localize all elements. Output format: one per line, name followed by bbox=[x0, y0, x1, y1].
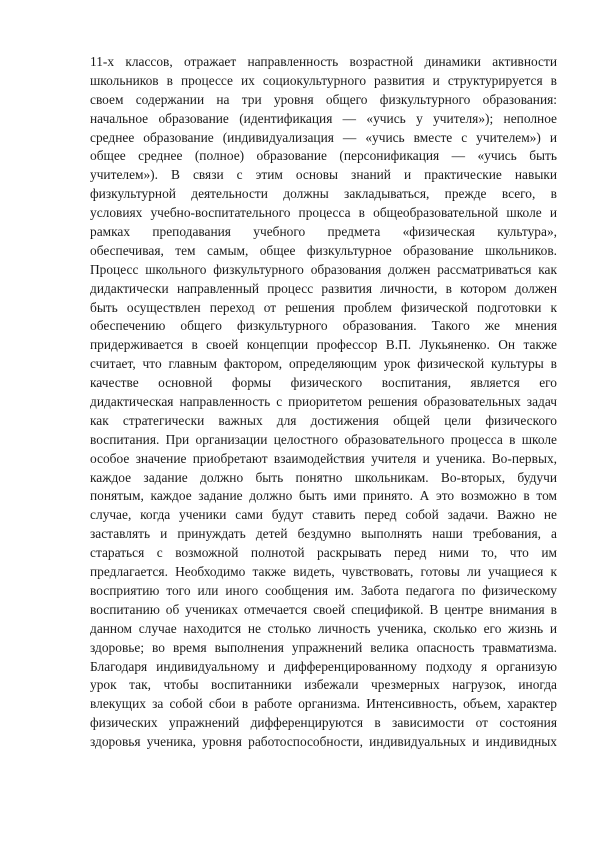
text-line: условиях учебно-воспитательного процесса в общеобразовательной школе и bbox=[90, 205, 557, 221]
text-line: случае, когда ученики сами будут ставить перед собой задачи. Важно не bbox=[90, 507, 557, 523]
text-line: обеспечивая, тем самым, общее физкультурное образование школьников. bbox=[90, 242, 557, 258]
text-line: каждое задание должно быть понятно школьникам. Во-вторых, будучи bbox=[90, 469, 557, 485]
text-line: особое значение приобретают взаимодействия учителя и ученика. Во-первых, bbox=[90, 450, 557, 466]
text-line: 11-х классов, отражает направленность возрастной динамики активности bbox=[90, 54, 557, 69]
text-line: дидактическая направленность с приоритетом решения образовательных задач bbox=[90, 394, 557, 410]
text-line: общее среднее (полное) образование (персонификация — «учись быть bbox=[90, 148, 557, 164]
text-line: здоровья ученика, уровня работоспособности, индивидуальных и индивидных bbox=[90, 734, 557, 750]
text-line: придерживается в своей концепции профессор В.П. Лукьяненко. Он также bbox=[90, 337, 557, 353]
text-line: влекущих за собой сбои в работе организма. Интенсивность, объем, характер bbox=[90, 696, 557, 712]
text-line: своем содержании на три уровня общего физкультурного образования: bbox=[90, 91, 557, 107]
text-line: как стратегически важных для достижения общей цели физического bbox=[90, 412, 557, 428]
text-line: школьников в процессе их социокультурного развития и структурируется в bbox=[90, 72, 557, 88]
text-line: дидактически направленный процесс развития личности, в котором должен bbox=[90, 280, 557, 296]
text-line: рамках преподавания учебного предмета «физическая культура», bbox=[90, 224, 557, 240]
text-line: Процесс школьного физкультурного образования должен рассматриваться как bbox=[90, 261, 557, 277]
text-line: быть осуществлен переход от решения проблем физической подготовки к bbox=[90, 299, 557, 315]
text-line: физкультурной деятельности должны закладываться, прежде всего, в bbox=[90, 186, 557, 202]
text-line: Благодаря индивидуальному и дифференцированному подходу я организую bbox=[90, 658, 557, 674]
text-line: обеспечению общего физкультурного образования. Такого же мнения bbox=[90, 318, 557, 334]
body-text bbox=[90, 53, 557, 752]
text-line: восприятию того или иного сообщения им. Забота педагога по физическому bbox=[90, 582, 557, 598]
text-line: качестве основной формы физического воспитания, является его bbox=[90, 375, 557, 391]
text-line: предлагается. Необходимо также видеть, чувствовать, готовы ли учащиеся к bbox=[90, 564, 557, 580]
text-line: начальное образование (идентификация — «учись у учителя»); неполное bbox=[90, 110, 557, 126]
text-line: воспитания. При организации целостного образовательного процесса в школе bbox=[90, 431, 557, 447]
text-line: стараться с возможной полнотой раскрывать перед ними то, что им bbox=[90, 545, 557, 561]
text-line: данном случае находится не столько личность ученика, сколько его жизнь и bbox=[90, 620, 557, 636]
text-line: среднее образование (индивидуализация — «учись вместе с учителем») и bbox=[90, 129, 557, 145]
text-line: понятым, каждое задание должно быть ими принято. А это возможно в том bbox=[90, 488, 557, 504]
text-line: считает, что главным фактором, определяющим урок физической культуры в bbox=[90, 356, 557, 372]
text-line: заставлять и принуждать детей бездумно выполнять наши требования, а bbox=[90, 526, 557, 542]
text-line: урок так, чтобы воспитанники избежали чрезмерных нагрузок, иногда bbox=[90, 677, 557, 693]
text-line: здоровье; во время выполнения упражнений велика опасность травматизма. bbox=[90, 639, 557, 655]
text-line: учителем»). В связи с этим основы знаний и практические навыки bbox=[90, 167, 557, 183]
text-line: воспитанию об учениках отмечается своей спецификой. В центре внимания в bbox=[90, 601, 557, 617]
text-line: физических упражнений дифференцируются в зависимости от состояния bbox=[90, 715, 557, 731]
